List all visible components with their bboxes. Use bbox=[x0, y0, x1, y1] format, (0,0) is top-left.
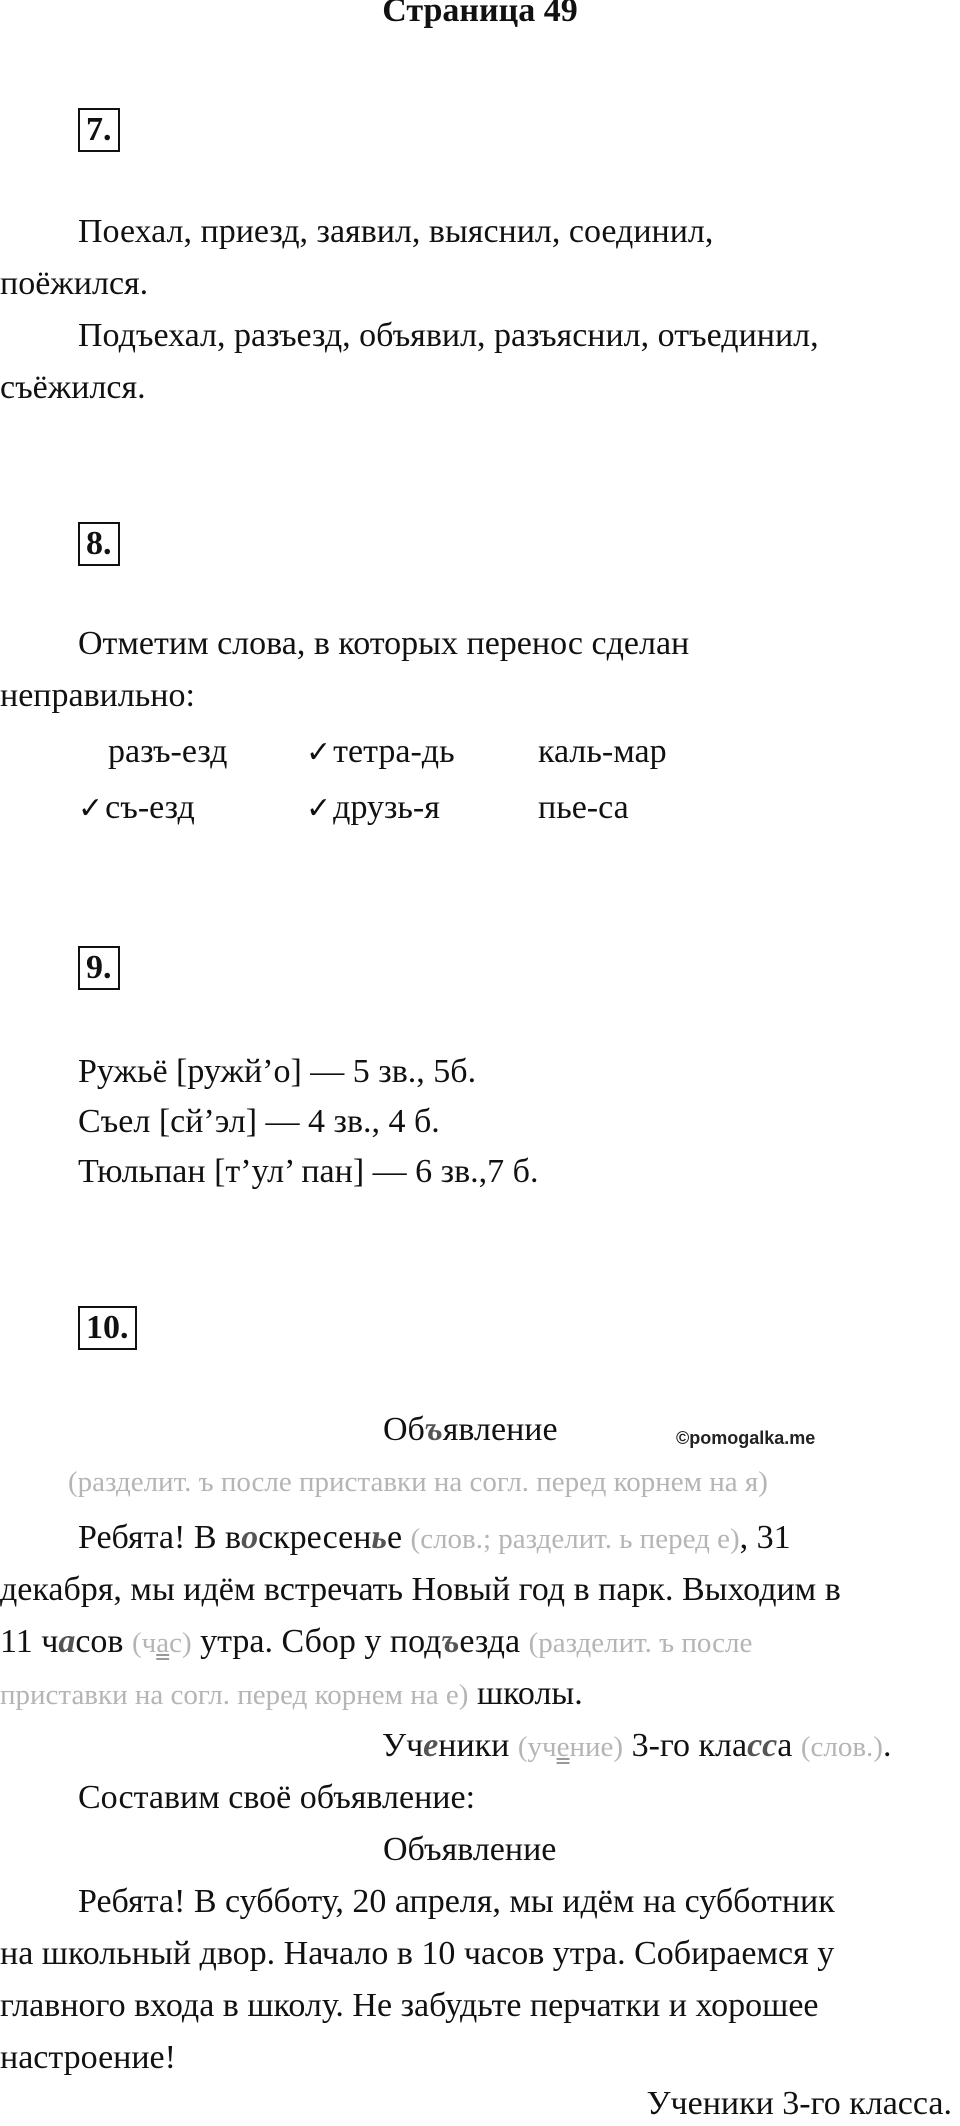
ex8-line-2: неправильно: bbox=[0, 677, 195, 714]
word-tetrad: ✓тетра-дь bbox=[306, 733, 455, 770]
exercise-7-number: 7. bbox=[78, 108, 120, 152]
word-sezd: ✓съ-езд bbox=[78, 789, 195, 826]
ex9-line-2: Съел [сй’эл] — 4 зв., 4 б. bbox=[78, 1103, 440, 1140]
own-para-line-3: главного входа в школу. Не забудьте перчатки и хорошее bbox=[0, 1987, 819, 2024]
own-para-line-2: на школьный двор. Начало в 10 часов утра. Собираемся у bbox=[0, 1935, 835, 1972]
ex10-para-line-2: декабря, мы идём встречать Новый год в парк. Выходим в bbox=[0, 1571, 841, 1608]
word-razezd: разъ-езд bbox=[108, 733, 228, 770]
own-para-line-4: настроение! bbox=[0, 2039, 176, 2076]
own-para-line-1: Ребята! В субботу, 20 апреля, мы идём на субботник bbox=[78, 1883, 835, 1920]
ex10-para-line-4: приставки на согл. перед корнем на е) школы. bbox=[0, 1675, 583, 1712]
ex10-para-line-1: Ребята! В воскресенье (слов.; разделит. ь перед е), 31 bbox=[78, 1519, 791, 1556]
ex7-line-1: Поехал, приезд, заявил, выяснил, соединил, bbox=[78, 213, 714, 250]
checkmark-icon: ✓ bbox=[306, 791, 332, 826]
own-signature: Ученики 3-го класса. bbox=[646, 2085, 952, 2122]
exercise-10-number: 10. bbox=[78, 1306, 137, 1350]
page-title: Страница 49 bbox=[382, 0, 578, 29]
announcement-heading-2: Объявление bbox=[383, 1831, 557, 1868]
word-kalmar: каль-мар bbox=[538, 733, 667, 770]
heading-note: (разделит. ъ после приставки на согл. перед корнем на я) bbox=[68, 1466, 768, 1498]
word-druzya: ✓друзь-я bbox=[306, 789, 440, 826]
ex7-line-4: съёжился. bbox=[0, 369, 146, 406]
checkmark-icon: ✓ bbox=[78, 791, 104, 826]
ex7-line-2: поёжился. bbox=[0, 265, 149, 302]
ex8-line-1: Отметим слова, в которых перенос сделан bbox=[78, 625, 690, 662]
watermark: ©pomogalka.me bbox=[676, 1428, 816, 1448]
ex10-signature-line: Ученики (учение) 3-го класса (слов.). bbox=[382, 1727, 892, 1764]
exercise-9-number: 9. bbox=[78, 946, 120, 990]
ex9-line-1: Ружьё [ружй’о] — 5 зв., 5б. bbox=[78, 1053, 477, 1090]
announcement-heading: Объявление bbox=[383, 1411, 558, 1448]
ex9-line-3: Тюльпан [т’ул’ пан] — 6 зв.,7 б. bbox=[78, 1153, 539, 1190]
ex10-para-line-3: 11 часов (час) утра. Сбор у подъезда (разделит. ъ после bbox=[0, 1623, 753, 1660]
checkmark-icon: ✓ bbox=[306, 735, 332, 770]
ex7-line-3: Подъехал, разъезд, объявил, разъяснил, отъединил, bbox=[78, 317, 819, 354]
word-pesa: пье-са bbox=[538, 789, 629, 826]
exercise-8-number: 8. bbox=[78, 522, 120, 566]
compose-line: Составим своё объявление: bbox=[78, 1779, 476, 1816]
